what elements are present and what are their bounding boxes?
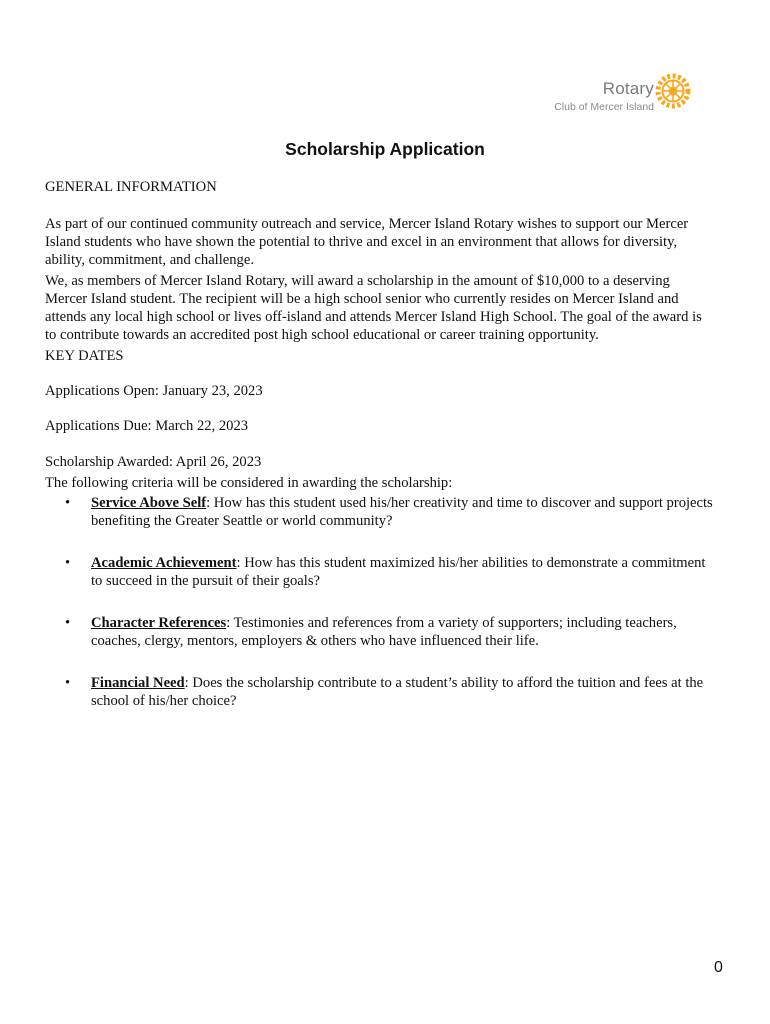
criteria-term: Academic Achievement [91, 555, 237, 571]
criteria-list [45, 494, 715, 734]
criteria-term: Service Above Self [91, 495, 207, 511]
key-dates-heading: KEY DATES [45, 348, 124, 364]
page-title: Scholarship Application [285, 139, 485, 159]
list-item [45, 494, 715, 530]
applications-due-date: Applications Due: March 22, 2023 [45, 418, 249, 434]
list-item [45, 674, 715, 710]
bullet: • [65, 675, 71, 691]
logo-club-name: Club of Mercer Island [554, 101, 654, 113]
bullet: • [65, 615, 71, 631]
rotary-wheel-icon [654, 72, 692, 110]
criteria-intro: The following criteria will be considered in awarding the scholarship: [45, 475, 453, 491]
criteria-term: Character References [91, 615, 227, 631]
criteria-term: Financial Need [91, 675, 185, 691]
page-number: 0 [714, 959, 723, 976]
logo-wordmark: Rotary [602, 79, 654, 98]
applications-open-date: Applications Open: January 23, 2023 [45, 383, 263, 399]
rotary-logo [548, 70, 694, 116]
criteria-description: : Does the scholarship contribute to a student’s ability to afford the tuition and fees at the school of his/her choice? [91, 675, 704, 709]
list-item [45, 554, 715, 590]
general-paragraph-2: We, as members of Mercer Island Rotary, will award a scholarship in the amount of $10,000 to a deserving Mercer Island student. The recipient will be a high school senior who currently resides on Mercer Island and attends any local high school or lives off-island and attends Mercer Island High School. The goal of the award is to contribute towards an accredited post high school educational or career training opportunity. [45, 273, 702, 343]
bullet: • [65, 555, 71, 571]
general-paragraph-1: As part of our continued community outreach and service, Mercer Island Rotary wishes to support our Mercer Island students who have shown the potential to thrive and excel in an environment that allows for diversity, ability, commitment, and challenge. [45, 216, 689, 268]
bullet: • [65, 495, 71, 511]
criteria-description: : How has this student used his/her creativity and time to discover and support projects benefiting the Greater Seattle or world community? [91, 495, 713, 529]
scholarship-awarded-date: Scholarship Awarded: April 26, 2023 [45, 454, 262, 470]
general-information-heading: GENERAL INFORMATION [45, 179, 217, 195]
criteria-description: : Testimonies and references from a variety of supporters; including teachers, coaches, clergy, mentors, employers & others who have influenced their life. [91, 615, 677, 649]
criteria-description: : How has this student maximized his/her abilities to demonstrate a commitment to succeed in the pursuit of their goals? [91, 555, 706, 589]
list-item [45, 614, 715, 650]
